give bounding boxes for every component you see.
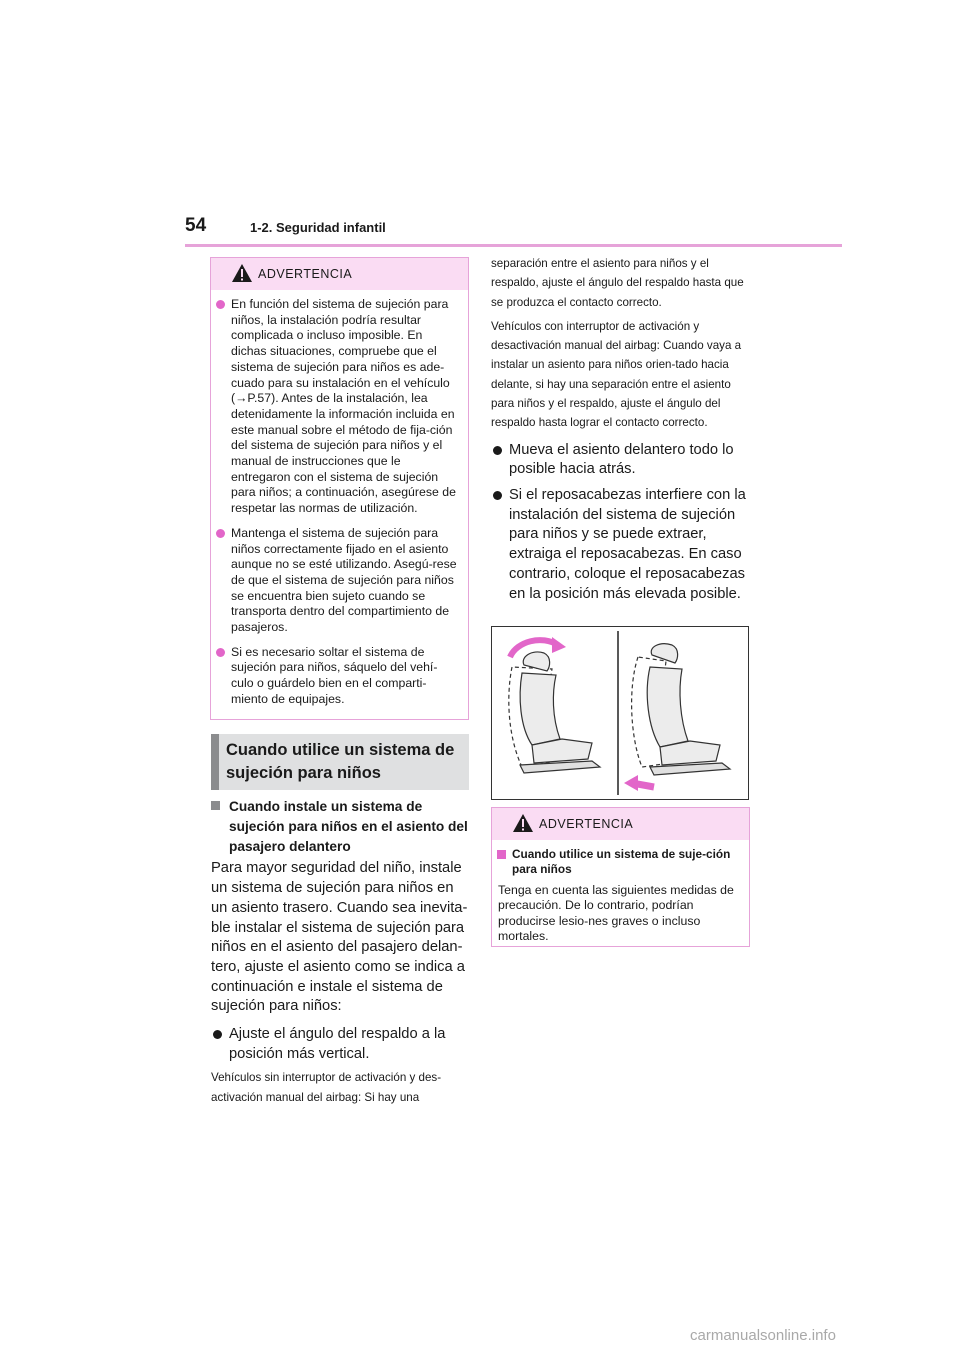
bullet-item: Mueva el asiento delantero todo lo posible hacia atrás. xyxy=(491,441,753,480)
seat-illustration xyxy=(492,627,748,799)
section-title-box xyxy=(211,734,469,790)
small-note: Vehículos con interruptor de activación y desactivación manual del airbag: Cuando vaya a instalar un asiento para niños orien-tado hacia delante, si hay una separación entre el asiento para niños y el respaldo, ajuste el ángulo del respaldo hasta lograr el contacto correcto. xyxy=(491,319,742,430)
bullet-dot-icon xyxy=(493,446,502,455)
bullet-dot-icon xyxy=(216,300,225,309)
warning-item: En función del sistema de sujeción para niños, la instalación podría resultar complicada o incluso imposible. En dichas situaciones, compruebe que el sistema de sujeción para niños es ade-cuado para su instalación en el vehículo (→P.57). Antes de la instalación, lea detenidamente la información incluida en este manual sobre el método de fija-ción del sistema de sujeción para niños y el manual de instrucciones que le entregaron con el sistema de sujeción para niños; a continuación, asegúrese de respetar las normas de utilización. xyxy=(214,297,458,517)
square-bullet-icon xyxy=(497,850,506,859)
warning-item: Mantenga el sistema de sujeción para niños correctamente fijado en el asiento aunque no se esté utilizando. Asegú-rese de que el sistema de sujeción para niños se encuentra bien sujeto cuando se transporta dentro del compartimiento de pasajeros. xyxy=(214,526,458,636)
warning-box-2 xyxy=(491,807,750,947)
body-paragraph: Para mayor seguridad del niño, instale un sistema de sujeción para niños en un asiento trasero. Cuando sea inevita-ble instalar el sistema de sujeción para niños en el asiento del pasajero delan-tero, ajuste el asiento como se indica a continuación e instale el sistema de sujeción para niños: xyxy=(211,860,468,1015)
warning-title: ADVERTENCIA xyxy=(539,817,634,831)
bullet-dot-icon xyxy=(216,529,225,538)
seat-left-icon xyxy=(509,637,600,773)
bullet-dot-icon xyxy=(216,648,225,657)
warning-title: ADVERTENCIA xyxy=(258,267,353,281)
watermark: carmanualsonline.info xyxy=(690,1327,836,1344)
right-column xyxy=(491,254,753,604)
section-title: Cuando utilice un sistema de sujeción para niños xyxy=(226,741,455,782)
bullet-item: Ajuste el ángulo del respaldo a la posición más vertical. xyxy=(211,1025,473,1064)
small-note: separación entre el asiento para niños y el respaldo, ajuste el ángulo del respaldo hasta que se produzca el contacto correcto. xyxy=(491,257,744,309)
square-bullet-icon xyxy=(211,801,220,810)
section-header: 1-2. Seguridad infantil xyxy=(250,220,386,235)
warning-item: Si es necesario soltar el sistema de sujeción para niños, sáquelo del vehí-culo o guárdelo bien en el comparti-miento de equipajes. xyxy=(214,645,458,708)
warning-triangle-icon xyxy=(231,263,253,283)
page-number: 54 xyxy=(185,215,207,236)
small-note: Vehículos sin interruptor de activación y des-activación manual del airbag: Si hay una xyxy=(211,1071,442,1104)
warning-header xyxy=(211,258,468,290)
left-column xyxy=(211,797,473,1107)
section-title-bar xyxy=(211,734,219,790)
seat-right-icon xyxy=(624,644,730,791)
seat-adjustment-figure xyxy=(491,626,749,800)
warning-box-1 xyxy=(210,257,469,720)
warning-header xyxy=(492,808,749,840)
bullet-item: Si el reposacabezas interfiere con la instalación del sistema de sujeción para niños y se puede extraer, extraiga el reposacabezas. En caso contrario, coloque el reposacabezas en la posición más elevada posible. xyxy=(491,486,753,604)
warning-text: Tenga en cuenta las siguientes medidas de precaución. De lo contrario, podrían producirse lesio-nes graves o incluso mortales. xyxy=(498,883,734,943)
subheading: Cuando instale un sistema de sujeción para niños en el asiento del pasajero delantero xyxy=(211,797,473,856)
warning-triangle-icon xyxy=(512,813,534,833)
bullet-dot-icon xyxy=(493,491,502,500)
warning-subheading: Cuando utilice un sistema de suje-ción para niños xyxy=(495,847,739,877)
bullet-dot-icon xyxy=(213,1030,222,1039)
header-rule xyxy=(185,244,842,247)
